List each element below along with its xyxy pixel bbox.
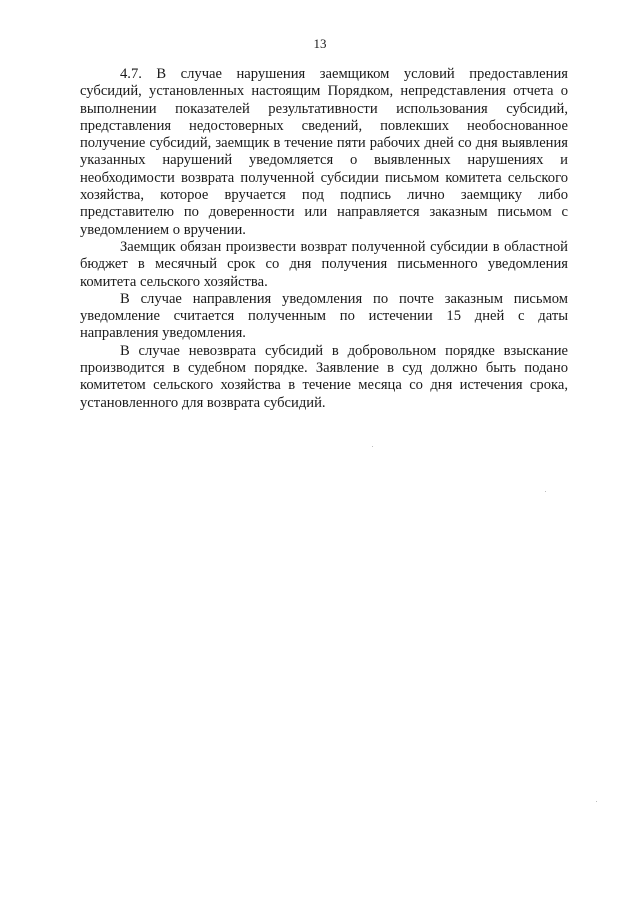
page-number: 13 <box>313 36 327 51</box>
paragraph-court-recovery: В случае невозврата субсидий в добровольном порядке взыскание производится в судебном порядке. Заявление в суд должно быть подано комитетом сельского хозяйства в течение месяца со дня истечения срока, установленного для возврата субсидий. <box>80 342 568 411</box>
paragraph-return-obligation: Заемщик обязан произвести возврат полученной субсидии в областной бюджет в месячный срок со дня получения письменного уведомления комитета сельского хозяйства. <box>80 238 568 290</box>
document-body <box>80 66 568 412</box>
scan-speck <box>372 446 373 447</box>
scan-speck <box>545 491 546 492</box>
paragraph-4-7: 4.7. В случае нарушения заемщиком условий предоставления субсидий, установленных настоящим Порядком, непредставления отчета о выполнении показателей результативности использования субсидий, представления недостоверных сведений, повлекших необоснованное получение субсидий, заемщик в течение пяти рабочих дней со дня выявления указанных нарушений уведомляется о выявленных нарушениях и необходимости возврата полученной субсидии письмом комитета сельского хозяйства, которое вручается под подпись лично заемщику либо представителю по доверенности или направляется заказным письмом с уведомлением о вручении. <box>80 66 568 238</box>
paragraph-mail-notice: В случае направления уведомления по почте заказным письмом уведомление считается полученным по истечении 15 дней с даты направления уведомления. <box>80 290 568 342</box>
scan-speck <box>596 801 597 802</box>
